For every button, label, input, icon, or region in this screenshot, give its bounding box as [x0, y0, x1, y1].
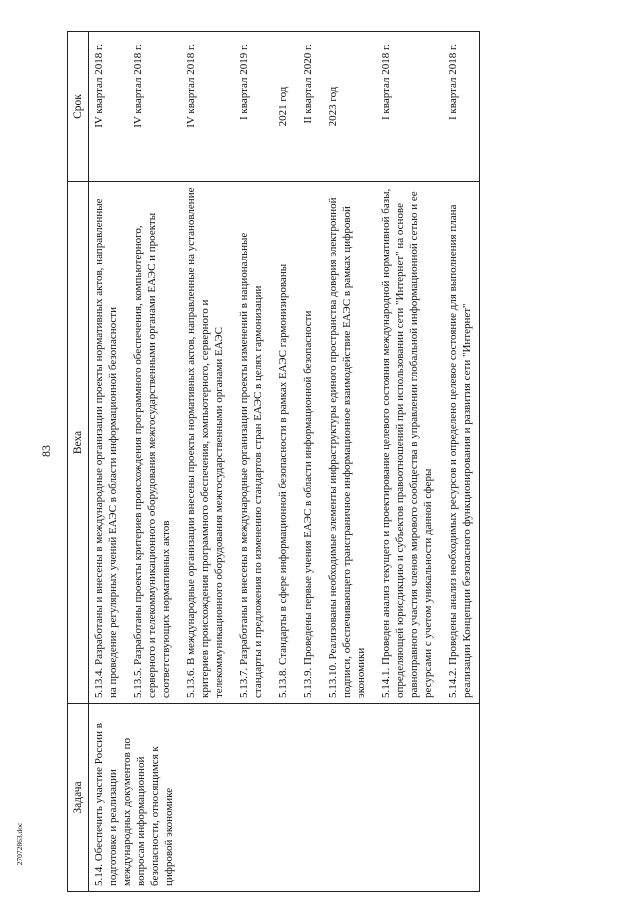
- milestone-cell: 5.13.7. Разработаны и внесены в международные организации проекты изменений в национальные стандарты и предложения по изменению стандартов стран ЕАЭС в целях гармонизации: [231, 182, 270, 704]
- table-header-row: [68, 32, 89, 892]
- header-milestone: Веха: [68, 182, 89, 704]
- milestone-cell: 5.14.2. Проведены анализ необходимых ресурсов и определено целевое состояние для выполнения плана реализации Концепции безопасного функционирования и развития сети "Интернет": [440, 182, 480, 704]
- milestone-cell: 5.13.10. Реализованы необходимые элементы инфраструктуры единого пространства доверия электронной подписи, обеспечивающего трансграничное информационное взаимодействие ЕАЭС в рамках цифровой экономики: [320, 182, 373, 704]
- milestone-cell: 5.13.5. Разработаны проекты критериев происхождения программного обеспечения, компьютерного, серверного и телекоммуникационного оборудования межгосударственными органами ЕАЭС и проекты соответствующих нормативных актов: [125, 182, 178, 704]
- milestone-cell: 5.14.1. Проведен анализ текущего и проектирование целевого состояния международной нормативной базы, определяющей юрисдикцию и субъектов правоотношений при использовании сети "Интернет" на основе равноправного участия членов мирового сообщества в управлении глобальной информационной сетью и ее ресурсами с учетом уникальности данной сферы: [373, 182, 440, 704]
- deadline-cell: IV квартал 2018 г.: [178, 32, 231, 182]
- milestone-cell: 5.13.9. Проведены первые учения ЕАЭС в области информационной безопасности: [295, 182, 320, 704]
- header-task: Задача: [68, 704, 89, 892]
- rotated-table-container: [67, 32, 567, 892]
- deadline-cell: 2023 год: [320, 32, 373, 182]
- deadline-cell: II квартал 2020 г.: [295, 32, 320, 182]
- deadline-cell: IV квартал 2018 г.: [125, 32, 178, 182]
- milestones-table: [67, 31, 480, 892]
- table-wrapper: [67, 32, 567, 892]
- page-number: 83: [39, 445, 53, 457]
- deadline-cell: I квартал 2019 г.: [231, 32, 270, 182]
- deadline-cell: I квартал 2018 г.: [373, 32, 440, 182]
- deadline-cell: IV квартал 2018 г.: [89, 32, 126, 182]
- document-id: 27072863.doc: [15, 822, 24, 866]
- task-text: 5.14. Обеспечить участие России в подготовке и реализации международных документов по вопросам информационной безопасности, относящимся к цифровой экономике: [93, 723, 175, 886]
- deadline-cell: 2021 год: [270, 32, 295, 182]
- task-cell: [89, 704, 480, 892]
- table-row: [89, 32, 126, 892]
- milestone-cell: 5.13.6. В международные организации внесены проекты нормативных актов, направленные на установление критериев происхождения программного обеспечения, компьютерного, серверного и телекоммуникационного оборудования межгосударственными органами ЕАЭС: [178, 182, 231, 704]
- header-deadline: Срок: [68, 32, 89, 182]
- milestone-cell: 5.13.4. Разработаны и внесены в международные организации проекты нормативных актов, направленные на проведение регулярных учений ЕАЭС в области информационной безопасности: [89, 182, 126, 704]
- milestone-cell: 5.13.8. Стандарты в сфере информационной безопасности в рамках ЕАЭС гармонизированы: [270, 182, 295, 704]
- deadline-cell: I квартал 2018 г.: [440, 32, 480, 182]
